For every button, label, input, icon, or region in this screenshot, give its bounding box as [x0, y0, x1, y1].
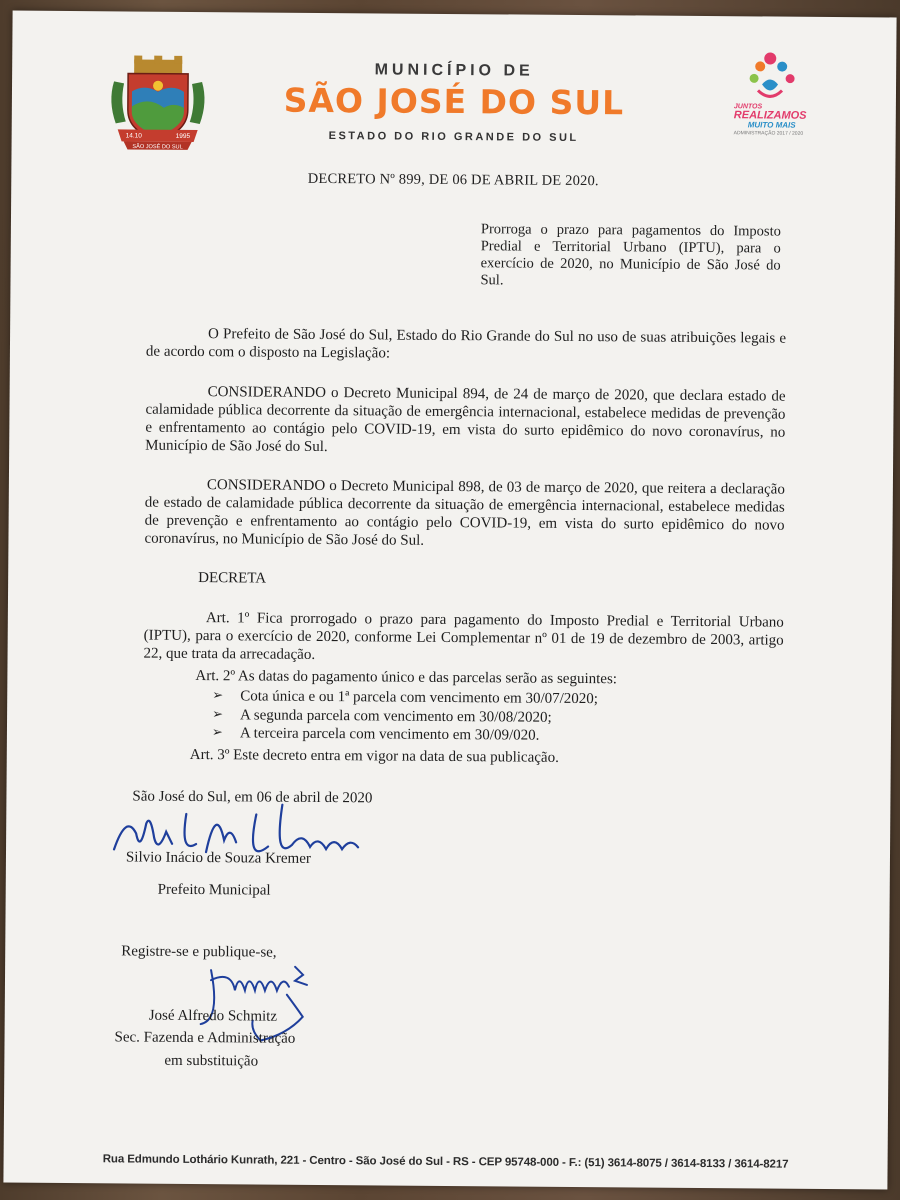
- considerando-2-text: CONSIDERANDO o Decreto Municipal 898, de 03 de março de 2020, que reitera a declaração de estado de calamidade pública decorrente da situação de emergência internacional, estabelece medidas de prevenção e enfrentamento ao contágio pelo COVID-19, em vista do surto epidêmico do novo coronavírus, no Município de São José do Sul.: [144, 477, 785, 549]
- register-publish-text: Registre-se e publique-se,: [121, 943, 277, 961]
- payment-dates-list: [212, 687, 598, 746]
- considerando-paragraph-1: [145, 383, 786, 460]
- slogan-line-4: ADMINISTRAÇÃO 2017 / 2020: [733, 130, 804, 137]
- decree-title: DECRETO Nº 899, DE 06 DE ABRIL DE 2020.: [307, 170, 599, 190]
- considerando-paragraph-2: [144, 476, 785, 553]
- arrow-bullet-icon: ➢: [211, 725, 223, 741]
- list-item-text: A segunda parcela com vencimento em 30/08/2020;: [240, 706, 552, 726]
- decree-intro-paragraph: [146, 325, 786, 366]
- slogan-line-3: MUITO MAIS: [747, 120, 796, 130]
- decree-summary: Prorroga o prazo para pagamentos do Imposto Predial e Territorial Urbano (IPTU), para o exercício de 2020, no Município de São José do Sul.: [480, 221, 781, 289]
- header-municipio-label: MUNICÍPIO DE: [374, 61, 534, 80]
- article-2-text: Art. 2º As datas do pagamento único e das parcelas serão as seguintes:: [195, 668, 618, 688]
- crest-ribbon-label: SÃO JOSÉ DO SUL: [132, 143, 183, 151]
- arrow-bullet-icon: ➢: [212, 706, 224, 722]
- secretary-role: Sec. Fazenda e Administração: [114, 1029, 296, 1047]
- administration-slogan: [734, 102, 824, 139]
- article-1-paragraph: [143, 609, 783, 668]
- crest-year-left: 14.10: [125, 132, 142, 140]
- place-and-date: São José do Sul, em 06 de abril de 2020: [132, 788, 373, 807]
- mayor-name: Silvio Inácio de Souza Kremer: [125, 849, 311, 867]
- list-item-text: Cota única e ou 1ª parcela com vencimento em 30/07/2020;: [240, 688, 599, 708]
- secretary-name: José Alfredo Schmitz: [148, 1007, 278, 1025]
- secretary-substitution-note: em substituição: [164, 1052, 259, 1070]
- article-3-text: Art. 3º Este decreto entra em vigor na data de sua publicação.: [189, 746, 559, 766]
- decreta-heading: DECRETA: [198, 570, 267, 587]
- header-city-name: SÃO JOSÉ DO SUL: [283, 80, 625, 123]
- arrow-bullet-icon: ➢: [212, 688, 224, 704]
- list-item: [212, 724, 598, 746]
- article-1-text: Art. 1º Fica prorrogado o prazo para pagamento do Imposto Predial e Territorial Urbano (IPTU), para o exercício de 2020, conforme Lei Complementar nº 01 de 19 de dezembro de 2003, artigo 22, que trata da arrecadação.: [143, 610, 784, 663]
- footer-address: Rua Edmundo Lothário Kunrath, 221 - Centro - São José do Sul - RS - CEP 95748-000 - F.: (51) 3614-8075 / 3614-8133 / 3614-8217: [102, 1153, 789, 1171]
- slogan-line-1: JUNTOS: [733, 103, 763, 111]
- slogan-line-2: REALIZAMOS: [733, 109, 807, 122]
- crest-year-right: 1995: [175, 132, 191, 140]
- mayor-role: Prefeito Municipal: [157, 881, 271, 899]
- document-page: [3, 11, 896, 1190]
- list-item-text: A terceira parcela com vencimento em 30/09/020.: [239, 725, 540, 744]
- header-state-name: ESTADO DO RIO GRANDE DO SUL: [328, 130, 579, 144]
- considerando-1-text: CONSIDERANDO o Decreto Municipal 894, de 24 de março de 2020, que declara estado de calamidade pública decorrente da situação de emergência internacional, estabelece medidas de prevenção e enfrentamento ao contágio pelo COVID-19, em vista do surto epidêmico do novo coronavírus, no Município de São José do Sul.: [145, 384, 786, 456]
- intro-text: O Prefeito de São José do Sul, Estado do Rio Grande do Sul no uso de suas atribuições legais e de acordo com o disposto na Legislação:: [145, 326, 787, 362]
